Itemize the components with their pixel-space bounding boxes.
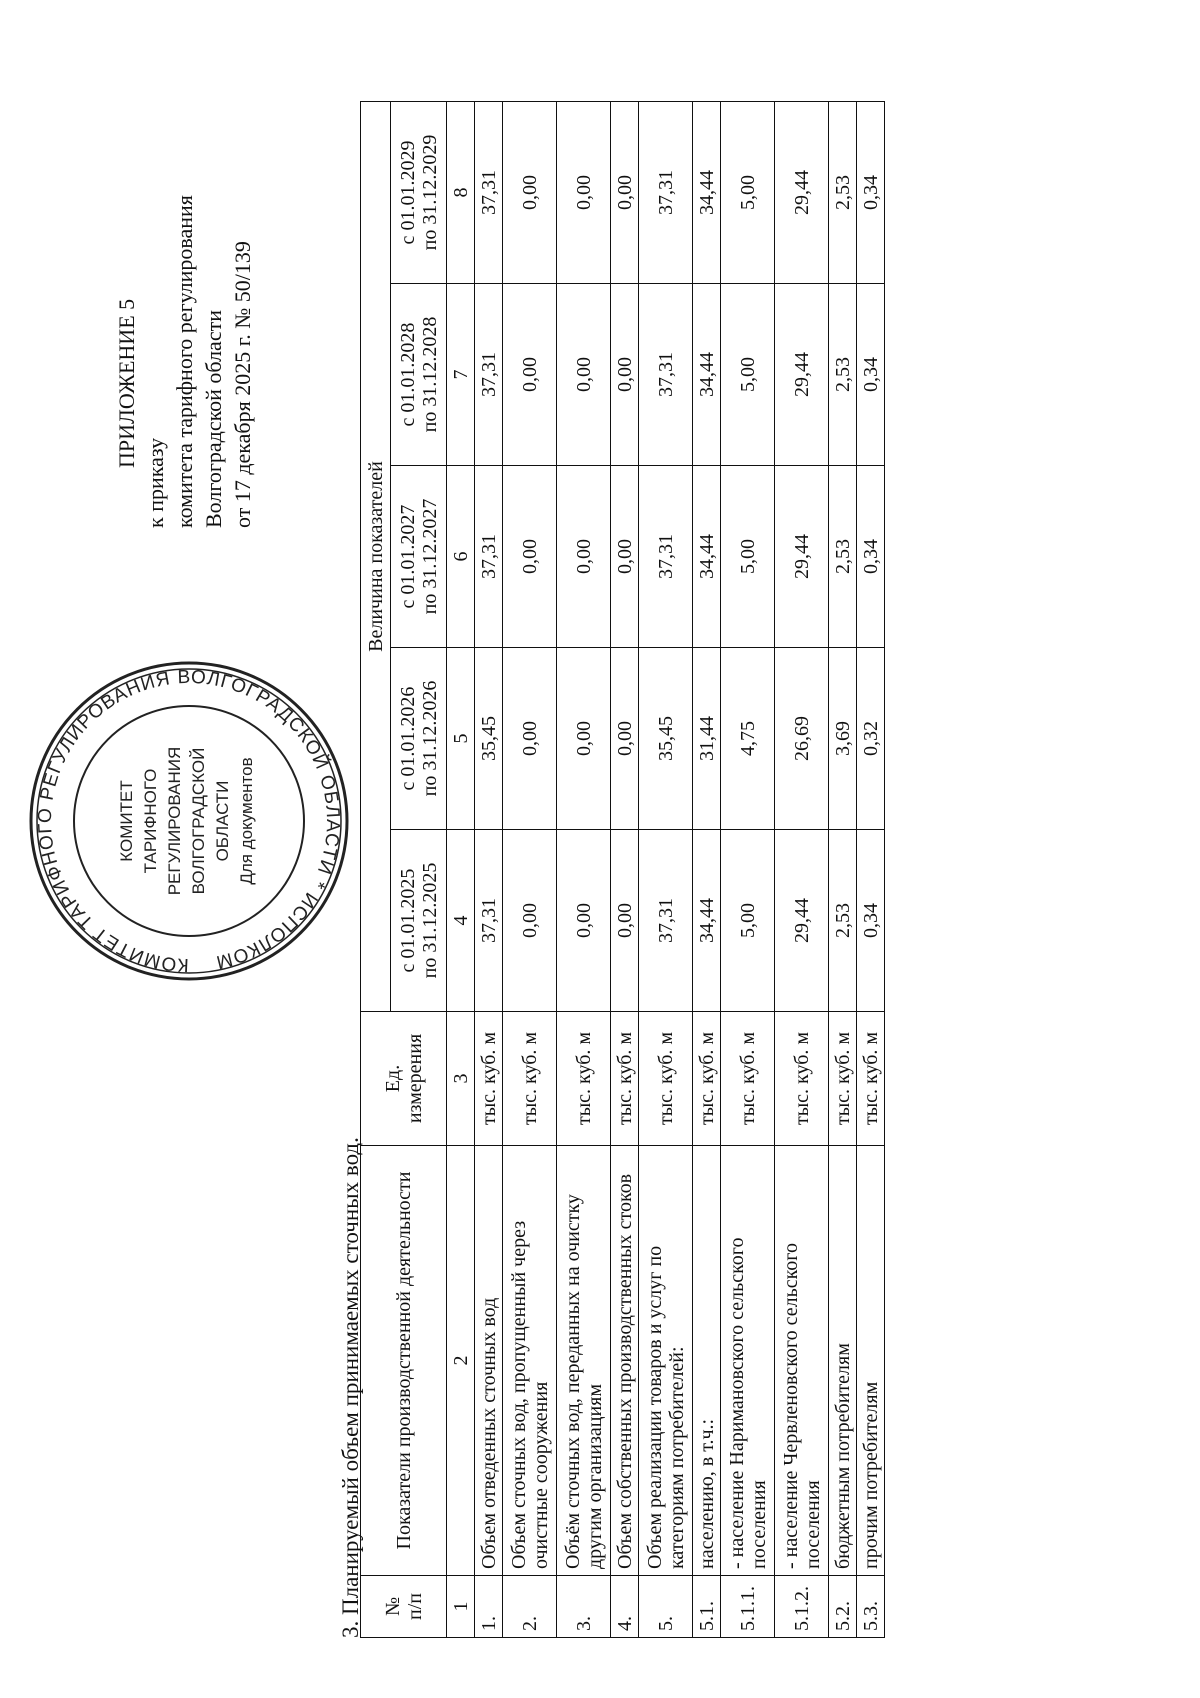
row-value-1: 2,53 xyxy=(829,830,857,1012)
appendix-region: Волгоградской области xyxy=(201,310,226,528)
table-row xyxy=(611,101,639,1637)
row-value-3: 37,31 xyxy=(639,466,693,648)
row-value-4: 34,44 xyxy=(693,284,721,466)
row-number: 3. xyxy=(557,1576,611,1638)
appendix-header xyxy=(112,38,257,558)
svg-text:ОБЛАСТИ: ОБЛАСТИ xyxy=(213,780,232,862)
table-row xyxy=(775,101,829,1637)
row-value-2: 0,00 xyxy=(611,648,639,830)
row-value-1: 37,31 xyxy=(475,830,503,1012)
row-unit: тыс. куб. м xyxy=(829,1012,857,1146)
row-value-4: 29,44 xyxy=(775,284,829,466)
svg-text:ВОЛГОГРАДСКОЙ: ВОЛГОГРАДСКОЙ xyxy=(189,747,208,895)
row-value-4: 0,34 xyxy=(857,284,885,466)
header-num: № п/п xyxy=(361,1576,447,1638)
row-unit: тыс. куб. м xyxy=(721,1012,775,1146)
row-value-1: 5,00 xyxy=(721,830,775,1012)
row-value-2: 3,69 xyxy=(829,648,857,830)
row-unit: тыс. куб. м xyxy=(693,1012,721,1146)
svg-text:РЕГУЛИРОВАНИЯ: РЕГУЛИРОВАНИЯ xyxy=(165,746,184,896)
stamp-inner-text xyxy=(117,747,256,896)
row-unit: тыс. куб. м xyxy=(557,1012,611,1146)
column-number-5: 5 xyxy=(447,648,475,830)
row-indicator: Объем отведенных сточных вод xyxy=(475,1146,503,1576)
row-number: 5.3. xyxy=(857,1576,885,1638)
row-value-5: 2,53 xyxy=(829,101,857,283)
row-value-1: 37,31 xyxy=(639,830,693,1012)
row-value-4: 37,31 xyxy=(475,284,503,466)
row-value-1: 0,00 xyxy=(557,830,611,1012)
row-indicator: Объем сточных вод, пропущенный через очистные сооружения xyxy=(503,1146,557,1576)
row-unit: тыс. куб. м xyxy=(775,1012,829,1146)
row-indicator: Объем реализации товаров и услуг по категориям потребителей: xyxy=(639,1146,693,1576)
header-indicator: Показатели производственной деятельности xyxy=(361,1146,447,1576)
row-number: 5.1. xyxy=(693,1576,721,1638)
row-value-1: 0,34 xyxy=(857,830,885,1012)
row-value-5: 29,44 xyxy=(775,101,829,283)
table-body xyxy=(447,101,885,1637)
row-value-5: 0,00 xyxy=(503,101,557,283)
row-value-5: 5,00 xyxy=(721,101,775,283)
row-indicator: Объем собственных производственных стоков xyxy=(611,1146,639,1576)
header-period-5: с 01.01.2029 по 31.12.2029 xyxy=(391,101,447,283)
row-value-3: 0,00 xyxy=(503,466,557,648)
svg-text:КОМИТЕТ: КОМИТЕТ xyxy=(117,780,136,862)
header-period-3: с 01.01.2027 по 31.12.2027 xyxy=(391,466,447,648)
row-value-2: 31,44 xyxy=(693,648,721,830)
row-value-5: 0,00 xyxy=(557,101,611,283)
row-value-5: 37,31 xyxy=(639,101,693,283)
svg-text:ТАРИФНОГО: ТАРИФНОГО xyxy=(141,768,160,874)
row-value-2: 0,00 xyxy=(557,648,611,830)
row-value-1: 0,00 xyxy=(611,830,639,1012)
column-number-row xyxy=(447,101,475,1637)
row-value-2: 35,45 xyxy=(639,648,693,830)
row-value-2: 26,69 xyxy=(775,648,829,830)
row-indicator: - население Наримановского сельского поселения xyxy=(721,1146,775,1576)
section-title: 3. Планируемый объем принимаемых сточных вод. xyxy=(338,1137,363,1638)
header-period-4: с 01.01.2028 по 31.12.2028 xyxy=(391,284,447,466)
stamp-outer-text: КОМИТЕТ ТАРИФНОГО РЕГУЛИРОВАНИЯ ВОЛГОГРАДСКОЙ ОБЛАСТИ * ИСПОЛКОМ xyxy=(34,666,344,976)
wastewater-volume-table xyxy=(360,101,885,1638)
appendix-date-number: от 17 декабря 2025 г. № 50/139 xyxy=(230,241,255,528)
row-number: 5. xyxy=(639,1576,693,1638)
table-row xyxy=(721,101,775,1637)
row-value-4: 37,31 xyxy=(639,284,693,466)
table-row xyxy=(857,101,885,1637)
row-indicator: Объём сточных вод, переданных на очистку другим организациям xyxy=(557,1146,611,1576)
header-unit: Ед. измерения xyxy=(361,1012,447,1146)
table-row xyxy=(503,101,557,1637)
row-number: 5.1.1. xyxy=(721,1576,775,1638)
row-value-5: 0,00 xyxy=(611,101,639,283)
svg-text:Для документов: Для документов xyxy=(237,757,256,885)
row-indicator: бюджетным потребителям xyxy=(829,1146,857,1576)
table-row xyxy=(829,101,857,1637)
table-row xyxy=(557,101,611,1637)
row-value-5: 37,31 xyxy=(475,101,503,283)
appendix-order-ref: к приказу xyxy=(143,437,168,528)
table-row xyxy=(475,101,503,1637)
appendix-committee: комитета тарифного регулирования xyxy=(172,195,197,528)
row-value-3: 2,53 xyxy=(829,466,857,648)
row-number: 5.2. xyxy=(829,1576,857,1638)
row-indicator: - население Червленовского сельского поселения xyxy=(775,1146,829,1576)
header-period-2: с 01.01.2026 по 31.12.2026 xyxy=(391,648,447,830)
column-number-1: 1 xyxy=(447,1576,475,1638)
row-number: 2. xyxy=(503,1576,557,1638)
column-number-6: 6 xyxy=(447,466,475,648)
header-values-group: Величина показателей xyxy=(361,101,391,1011)
row-indicator: населению, в т.ч.: xyxy=(693,1146,721,1576)
column-number-3: 3 xyxy=(447,1012,475,1146)
row-value-4: 5,00 xyxy=(721,284,775,466)
row-value-3: 0,34 xyxy=(857,466,885,648)
row-value-1: 34,44 xyxy=(693,830,721,1012)
column-number-2: 2 xyxy=(447,1146,475,1576)
column-number-4: 4 xyxy=(447,830,475,1012)
row-unit: тыс. куб. м xyxy=(639,1012,693,1146)
row-value-5: 34,44 xyxy=(693,101,721,283)
row-value-2: 35,45 xyxy=(475,648,503,830)
row-unit: тыс. куб. м xyxy=(611,1012,639,1146)
row-value-2: 4,75 xyxy=(721,648,775,830)
column-number-7: 7 xyxy=(447,284,475,466)
row-value-2: 0,32 xyxy=(857,648,885,830)
row-value-5: 0,34 xyxy=(857,101,885,283)
official-stamp xyxy=(24,656,354,986)
row-value-3: 29,44 xyxy=(775,466,829,648)
row-value-3: 34,44 xyxy=(693,466,721,648)
row-number: 5.1.2. xyxy=(775,1576,829,1638)
row-indicator: прочим потребителям xyxy=(857,1146,885,1576)
row-value-3: 5,00 xyxy=(721,466,775,648)
table-row xyxy=(639,101,693,1637)
row-unit: тыс. куб. м xyxy=(475,1012,503,1146)
row-value-2: 0,00 xyxy=(503,648,557,830)
row-value-4: 0,00 xyxy=(611,284,639,466)
header-period-1: с 01.01.2025 по 31.12.2025 xyxy=(391,830,447,1012)
row-value-4: 0,00 xyxy=(503,284,557,466)
table-row xyxy=(693,101,721,1637)
row-value-4: 0,00 xyxy=(557,284,611,466)
row-value-3: 0,00 xyxy=(611,466,639,648)
row-number: 1. xyxy=(475,1576,503,1638)
row-unit: тыс. куб. м xyxy=(503,1012,557,1146)
row-value-4: 2,53 xyxy=(829,284,857,466)
row-value-3: 0,00 xyxy=(557,466,611,648)
row-value-1: 29,44 xyxy=(775,830,829,1012)
column-number-8: 8 xyxy=(447,101,475,283)
row-number: 4. xyxy=(611,1576,639,1638)
table-head xyxy=(361,101,447,1637)
row-unit: тыс. куб. м xyxy=(857,1012,885,1146)
row-value-3: 37,31 xyxy=(475,466,503,648)
appendix-title: ПРИЛОЖЕНИЕ 5 xyxy=(114,298,139,468)
row-value-1: 0,00 xyxy=(503,830,557,1012)
